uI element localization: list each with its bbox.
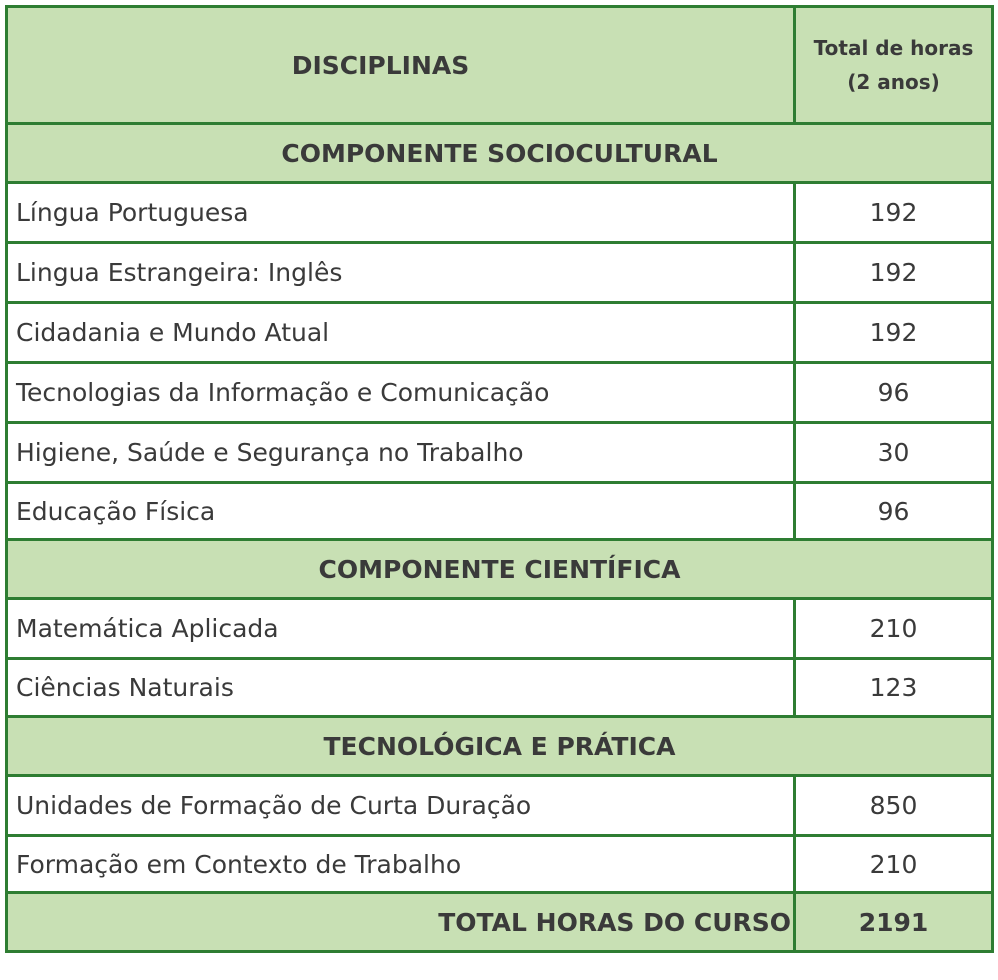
- discipline-hours: 192: [795, 183, 993, 243]
- discipline-hours: 123: [795, 659, 993, 717]
- discipline-hours: 96: [795, 363, 993, 423]
- discipline-hours: 210: [795, 836, 993, 893]
- table-row: [7, 836, 993, 893]
- table-row: [7, 423, 993, 483]
- table-row: [7, 599, 993, 659]
- discipline-hours: 192: [795, 243, 993, 303]
- discipline-hours: 30: [795, 423, 993, 483]
- total-hours-header-line1: Total de horas: [813, 36, 974, 60]
- discipline-name: Educação Física: [7, 483, 795, 540]
- section-title: COMPONENTE SOCIOCULTURAL: [7, 124, 993, 183]
- header-row: [7, 7, 993, 124]
- table-row: [7, 659, 993, 717]
- discipline-hours: 192: [795, 303, 993, 363]
- table-row: [7, 363, 993, 423]
- discipline-name: Língua Portuguesa: [7, 183, 795, 243]
- curriculum-table: [5, 5, 994, 953]
- disciplinas-header: DISCIPLINAS: [7, 7, 795, 124]
- discipline-name: Tecnologias da Informação e Comunicação: [7, 363, 795, 423]
- discipline-name: Higiene, Saúde e Segurança no Trabalho: [7, 423, 795, 483]
- total-hours-header: [795, 7, 993, 124]
- section-header-sociocultural: [7, 124, 993, 183]
- discipline-hours: 850: [795, 776, 993, 836]
- table-row: [7, 243, 993, 303]
- section-title: COMPONENTE CIENTÍFICA: [7, 540, 993, 599]
- table-row: [7, 776, 993, 836]
- discipline-hours: 96: [795, 483, 993, 540]
- section-header-cientifica: [7, 540, 993, 599]
- section-title: TECNOLÓGICA E PRÁTICA: [7, 717, 993, 776]
- table-row: [7, 483, 993, 540]
- discipline-name: Unidades de Formação de Curta Duração: [7, 776, 795, 836]
- total-label: TOTAL HORAS DO CURSO: [7, 893, 795, 952]
- total-row: [7, 893, 993, 952]
- discipline-name: Matemática Aplicada: [7, 599, 795, 659]
- discipline-name: Lingua Estrangeira: Inglês: [7, 243, 795, 303]
- table-row: [7, 303, 993, 363]
- total-hours-header-line2: (2 anos): [847, 70, 940, 94]
- discipline-name: Ciências Naturais: [7, 659, 795, 717]
- discipline-name: Cidadania e Mundo Atual: [7, 303, 795, 363]
- discipline-name: Formação em Contexto de Trabalho: [7, 836, 795, 893]
- table-row: [7, 183, 993, 243]
- total-value: 2191: [795, 893, 993, 952]
- section-header-tecnologica: [7, 717, 993, 776]
- discipline-hours: 210: [795, 599, 993, 659]
